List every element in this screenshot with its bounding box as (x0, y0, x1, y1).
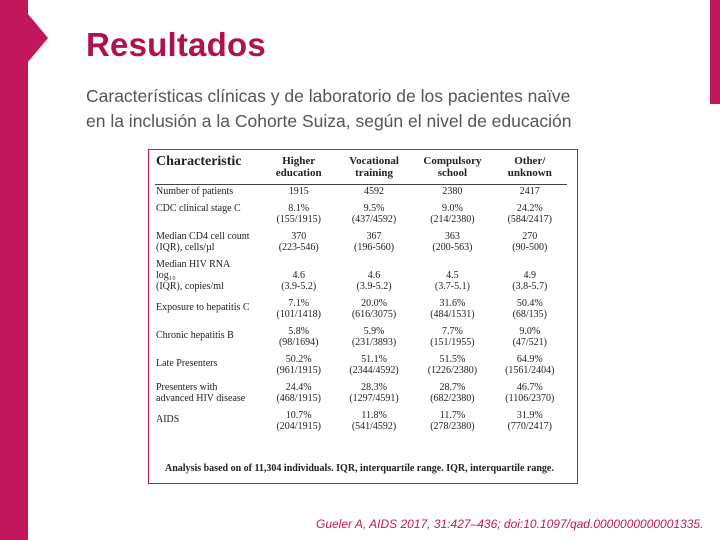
cell-detail: (616/3075) (351, 309, 397, 320)
table-cell (336, 325, 412, 353)
table-cell (262, 381, 336, 409)
row-label-text: CDC clinical stage C (156, 203, 241, 214)
table-cell (412, 202, 492, 230)
cell-value: 5.8% (288, 326, 310, 337)
table-cell (336, 409, 412, 437)
table-cell (336, 185, 412, 203)
cell-value: 363 (444, 231, 460, 242)
header-text: Higher (282, 155, 316, 167)
table-row-median-hiv-rna (155, 258, 567, 297)
header-text: Vocational (349, 155, 399, 167)
row-label-text: log₁₀ (156, 270, 176, 281)
table-cell (336, 381, 412, 409)
cell-detail: (151/1955) (430, 337, 475, 348)
table-cell (493, 409, 567, 437)
header-other-unknown (493, 153, 567, 185)
row-label-text: Late Presenters (156, 358, 218, 369)
row-label-text: advanced HIV disease (156, 393, 246, 404)
cell-value: 4592 (364, 186, 385, 197)
table-cell (493, 258, 567, 297)
cell-value: 9.0% (519, 326, 541, 337)
cell-value: 4.6 (292, 270, 305, 281)
table-row-aids (155, 409, 567, 437)
table-header-row (155, 153, 567, 185)
cell-detail: (98/1694) (278, 337, 319, 348)
cell-detail: (200-563) (432, 242, 473, 253)
table-row-hepatitis-b (155, 325, 567, 353)
header-text: training (355, 167, 393, 179)
cell-detail: (2344/4592) (349, 365, 399, 376)
cell-value: 4.5 (446, 270, 459, 281)
table-cell (262, 230, 336, 258)
header-higher-education (262, 153, 336, 185)
cell-value: 370 (291, 231, 307, 242)
cell-detail: (484/1531) (430, 309, 475, 320)
table-cell (336, 258, 412, 297)
cell-value: 31.6% (439, 298, 466, 309)
row-label (155, 409, 262, 437)
table-cell (493, 230, 567, 258)
header-text: Characteristic (156, 154, 242, 169)
cell-value: 11.7% (439, 410, 466, 421)
subtitle-line: en la inclusión a la Cohorte Suiza, según el nivel de educación (86, 111, 572, 131)
cell-detail: (682/2380) (430, 393, 475, 404)
table-cell (336, 353, 412, 381)
row-label (155, 325, 262, 353)
table-cell (412, 230, 492, 258)
left-accent-bar (0, 0, 28, 540)
cell-value: 367 (366, 231, 382, 242)
cell-detail: (101/1418) (276, 309, 321, 320)
cell-detail: (584/2417) (507, 214, 553, 225)
cell-value: 50.2% (285, 354, 312, 365)
header-characteristic (155, 153, 262, 185)
cell-value: 270 (522, 231, 538, 242)
table-cell (412, 185, 492, 203)
header-vocational-training (336, 153, 412, 185)
cell-value: 51.1% (361, 354, 387, 365)
cell-detail: (3.7-5.1) (434, 281, 470, 292)
row-label-text: Presenters with (156, 382, 218, 393)
row-label-text: Median HIV RNA (156, 259, 231, 270)
table-row-cdc-stage-c (155, 202, 567, 230)
table-cell (493, 297, 567, 325)
row-label-text: Median CD4 cell count (156, 231, 250, 242)
table-row-number-of-patients (155, 185, 567, 203)
cell-value: 7.7% (442, 326, 463, 337)
cell-detail: (1297/4591) (349, 393, 399, 404)
table-cell (336, 202, 412, 230)
cell-detail: (47/521) (512, 337, 548, 348)
table-cell (336, 230, 412, 258)
table-footnote: Analysis based on of 11,304 individuals. IQR, interquartile range. IQR, interquartile range. (165, 463, 554, 474)
cell-detail: (3.9-5.2) (356, 281, 392, 292)
table-cell (262, 353, 336, 381)
table-cell (412, 381, 492, 409)
cell-value: 8.1% (288, 203, 310, 214)
header-text: Compulsory (423, 155, 482, 167)
cell-value: 2380 (442, 186, 463, 197)
row-label (155, 381, 262, 409)
table-row-advanced-hiv (155, 381, 567, 409)
cell-value: 7.1% (288, 298, 310, 309)
cell-value: 4.6 (367, 270, 381, 281)
cell-value: 10.7% (285, 410, 312, 421)
table-cell (262, 185, 336, 203)
row-label-text: (IQR), cells/µl (156, 242, 215, 253)
cell-detail: (223-546) (278, 242, 319, 253)
cell-value: 5.9% (363, 326, 385, 337)
cell-value: 28.7% (439, 382, 466, 393)
row-label (155, 258, 262, 297)
cell-value: 1915 (288, 186, 309, 197)
table-cell (493, 353, 567, 381)
cell-detail: (278/2380) (430, 421, 475, 432)
cell-detail: (1106/2370) (505, 393, 555, 404)
cell-detail: (90-500) (512, 242, 548, 253)
cell-value: 11.8% (361, 410, 387, 421)
cell-detail: (541/4592) (351, 421, 397, 432)
row-label (155, 185, 262, 203)
table-cell (493, 381, 567, 409)
cell-value: 64.9% (516, 354, 543, 365)
table-cell (493, 325, 567, 353)
row-label (155, 297, 262, 325)
cell-value: 50.4% (516, 298, 543, 309)
subtitle-line: Características clínicas y de laboratorio de los pacientes naïve (86, 86, 571, 106)
slide-subtitle (86, 84, 686, 134)
right-accent-bar (710, 0, 720, 104)
row-label (155, 353, 262, 381)
table-cell (412, 353, 492, 381)
table-cell (262, 297, 336, 325)
table-row-hepatitis-c (155, 297, 567, 325)
cell-detail: (770/2417) (507, 421, 553, 432)
table-cell (493, 185, 567, 203)
cell-detail: (961/1915) (276, 365, 321, 376)
header-text: unknown (507, 167, 552, 179)
table-cell (412, 297, 492, 325)
cell-value: 51.5% (439, 354, 466, 365)
row-label-text: Number of patients (156, 186, 234, 197)
row-label-text: Exposure to hepatitis C (156, 302, 250, 313)
cell-detail: (155/1915) (276, 214, 321, 225)
table-cell (412, 325, 492, 353)
cell-detail: (3.8-5.7) (512, 281, 548, 292)
cell-detail: (204/1915) (276, 421, 321, 432)
data-table-frame (148, 149, 578, 484)
cell-detail: (68/135) (512, 309, 548, 320)
row-label-text: (IQR), copies/ml (156, 281, 224, 292)
table-cell (412, 258, 492, 297)
row-label (155, 202, 262, 230)
title-arrow-marker (28, 14, 48, 62)
table-cell (412, 409, 492, 437)
cell-value: 9.5% (363, 203, 385, 214)
cell-value: 24.4% (285, 382, 312, 393)
cell-detail: (437/4592) (351, 214, 397, 225)
cell-detail: (1226/2380) (427, 365, 478, 376)
header-text: school (437, 167, 468, 179)
table-cell (262, 325, 336, 353)
table-row-median-cd4 (155, 230, 567, 258)
row-label (155, 230, 262, 258)
table-cell (493, 202, 567, 230)
header-text: education (275, 167, 322, 179)
cell-value: 24.2% (516, 203, 543, 214)
table-cell (336, 297, 412, 325)
header-text: Other/ (514, 155, 546, 167)
cell-detail: (1561/2404) (505, 365, 555, 376)
table-cell (262, 409, 336, 437)
row-label-text: AIDS (156, 414, 180, 425)
characteristics-table (155, 153, 567, 437)
table-cell (262, 202, 336, 230)
cell-detail: (3.9-5.2) (281, 281, 317, 292)
cell-detail: (231/3893) (351, 337, 397, 348)
cell-value: 4.9 (523, 270, 537, 281)
cell-value: 20.0% (361, 298, 387, 309)
cell-value: 31.9% (516, 410, 543, 421)
cell-detail: (214/2380) (430, 214, 475, 225)
header-compulsory-school (412, 153, 492, 185)
cell-detail: (196-560) (354, 242, 395, 253)
cell-value: 9.0% (442, 203, 463, 214)
row-label-text: Chronic hepatitis B (156, 330, 234, 341)
table-row-late-presenters (155, 353, 567, 381)
slide-title: Resultados (86, 26, 266, 63)
cell-value: 2417 (519, 186, 540, 197)
table-cell (262, 258, 336, 297)
cell-detail: (468/1915) (276, 393, 321, 404)
cell-value: 28.3% (361, 382, 387, 393)
cell-value: 46.7% (516, 382, 543, 393)
citation: Gueler A, AIDS 2017, 31:427–436; doi:10.1097/qad.0000000000001335. (316, 517, 704, 531)
